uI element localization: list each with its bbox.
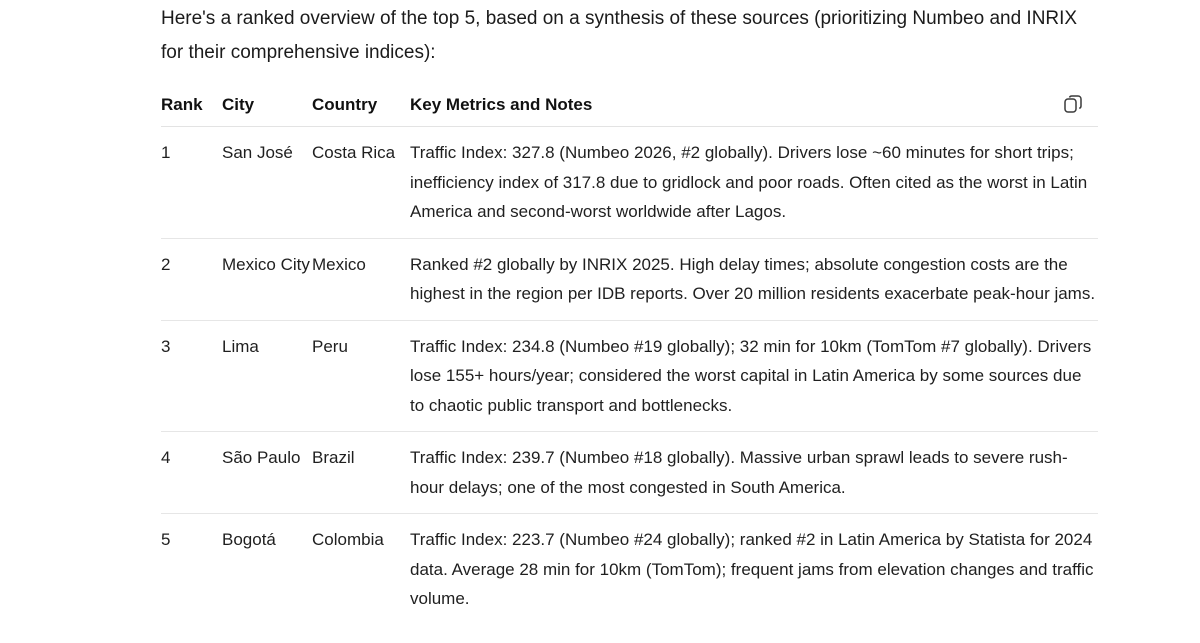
cell-notes: Traffic Index: 239.7 (Numbeo #18 globally). Massive urban sprawl leads to severe rush-hour delays; one of the most congested in South America. xyxy=(410,432,1098,514)
table-header xyxy=(161,84,1098,127)
table-row xyxy=(161,127,1098,239)
cell-city: San José xyxy=(222,127,312,239)
cell-notes: Traffic Index: 327.8 (Numbeo 2026, #2 globally). Drivers lose ~60 minutes for short trips; inefficiency index of 317.8 due to gridlock and poor roads. Often cited as the worst in Latin America and second-worst worldwide after Lagos. xyxy=(410,127,1098,239)
table-row xyxy=(161,320,1098,432)
table-header-row xyxy=(161,84,1098,127)
table-body xyxy=(161,127,1098,625)
header-rank: Rank xyxy=(161,84,222,127)
table-row xyxy=(161,514,1098,625)
table-row xyxy=(161,238,1098,320)
cell-city: Lima xyxy=(222,320,312,432)
ranking-table xyxy=(161,84,1098,625)
cell-city: Mexico City xyxy=(222,238,312,320)
cell-rank: 3 xyxy=(161,320,222,432)
cell-city: Bogotá xyxy=(222,530,276,549)
cell-notes: Traffic Index: 223.7 (Numbeo #24 globally); ranked #2 in Latin America by Statista for 2024 data. Average 28 min for 10km (TomTom); frequent jams from elevation changes and traffic volume. xyxy=(410,530,1094,608)
cell-rank: 5 xyxy=(161,530,171,549)
copy-icon xyxy=(1062,93,1084,115)
header-country: Country xyxy=(312,84,410,127)
cell-rank: 1 xyxy=(161,127,222,239)
intro-paragraph: Here's a ranked overview of the top 5, based on a synthesis of these sources (prioritizing Numbeo and INRIX for their comprehensive indices): xyxy=(161,8,1078,63)
cell-notes: Traffic Index: 234.8 (Numbeo #19 globally); 32 min for 10km (TomTom #7 globally). Drivers lose 155+ hours/year; considered the worst capital in Latin America by some sources due to chaotic public transport and bottlenecks. xyxy=(410,320,1098,432)
header-notes: Key Metrics and Notes xyxy=(410,95,593,114)
header-city: City xyxy=(222,84,312,127)
cell-country: Peru xyxy=(312,320,410,432)
cell-city: São Paulo xyxy=(222,432,312,514)
header-notes-cell xyxy=(410,84,1098,127)
cell-country: Mexico xyxy=(312,238,410,320)
copy-table-button[interactable] xyxy=(1062,93,1084,115)
cell-country: Brazil xyxy=(312,432,410,514)
cell-rank: 2 xyxy=(161,238,222,320)
ranking-table-container xyxy=(161,84,1098,625)
cell-country: Colombia xyxy=(312,530,384,549)
cell-country: Costa Rica xyxy=(312,127,410,239)
cell-notes: Ranked #2 globally by INRIX 2025. High delay times; absolute congestion costs are the highest in the region per IDB reports. Over 20 million residents exacerbate peak-hour jams. xyxy=(410,238,1098,320)
cell-rank: 4 xyxy=(161,432,222,514)
table-row xyxy=(161,432,1098,514)
